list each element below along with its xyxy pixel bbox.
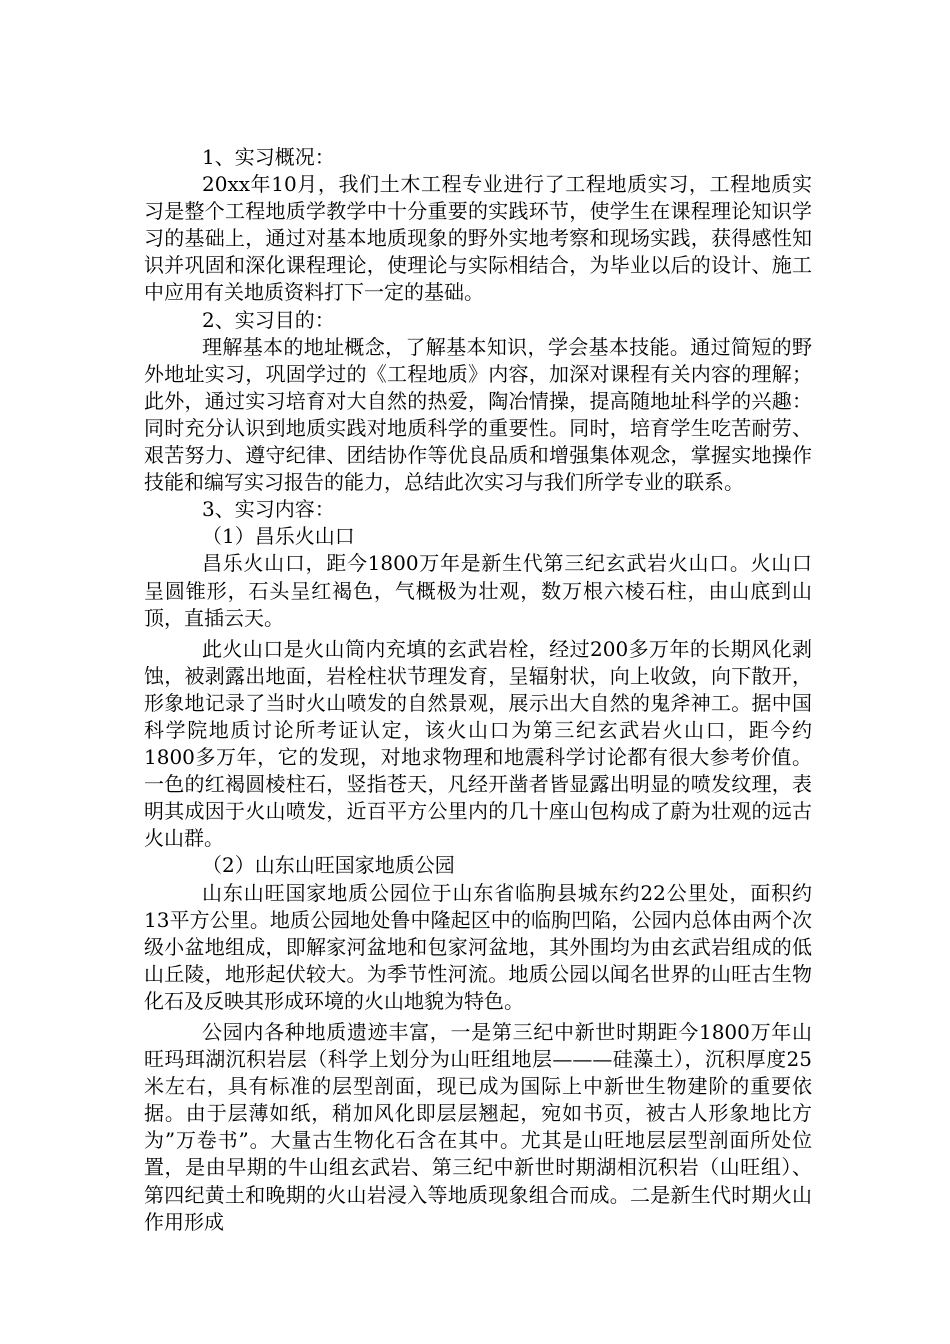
section-heading-overview: 1、实习概况：	[202, 145, 335, 169]
paragraph-shanwang-detail: 公园内各种地质遗迹丰富，一是第三纪中新世时期距今1800万年山旺玛珥湖沉积岩层（科学上划分为山旺组地层———硅藻土），沉积厚度25米左右，具有标准的层型剖面，现已成为国际上中新世生物建阶的重要依据。由于层薄如纸，稍加风化即层层翘起，宛如书页，被古人形象地比方为”万卷书”。大量古生物化石含在其中。尤其是山旺地层层型剖面所处位置，是由早期的牛山组玄武岩、第三纪中新世时期湖相沉积岩（山旺组）、第四纪黄土和晚期的火山岩浸入等地质现象组合而成。二是新生代时期火山作用形成	[144, 1020, 812, 1234]
paragraph-changle-detail: 此火山口是火山筒内充填的玄武岩栓，经过200多万年的长期风化剥蚀，被剥露出地面，岩栓柱状节理发育，呈辐射状，向上收敛，向下散开，形象地记录了当时火山喷发的自然景观，展示出大自然的鬼斧神工。据中国科学院地质讨论所考证认定，该火山口为第三纪玄武岩火山口，距今约1800多万年，它的发现，对地求物理和地震科学讨论都有很大参考价值。一色的红褐圆棱柱石，竖指苍天，凡经开凿者皆显露出明显的喷发纹理，表明其成因于火山喷发，近百平方公里内的几十座山包构成了蔚为壮观的远古火山群。	[144, 636, 812, 851]
section-heading-purpose: 2、实习目的：	[202, 307, 335, 332]
paragraph-purpose: 理解基本的地址概念，了解基本知识，学会基本技能。通过简短的野外地址实习，巩固学过的《工程地质》内容，加深对课程有关内容的理解；此外，通过实习培育对大自然的热爱，陶冶情操，提高随地址科学的兴趣：同时充分认识到地质实践对地质科学的重要性。同时，培育学生吃苦耐劳、艰苦努力、遵守纪律、团结协作等优良品质和增强集体观念，掌握实地操作技能和编写实习报告的能力，总结此次实习与我们所学专业的联系。	[144, 334, 812, 495]
paragraph-shanwang-intro: 山东山旺国家地质公园位于山东省临朐县城东约22公里处，面积约13平方公里。地质公园地处鲁中隆起区中的临朐凹陷，公园内总体由两个次级小盆地组成，即解家河盆地和包家河盆地，其外围均为由玄武岩组成的低山丘陵，地形起伏较大。为季节性河流。地质公园以闻名世界的山旺古生物化石及反映其形成环境的火山地貌为特色。	[144, 880, 812, 1013]
paragraph-overview: 20xx年10月，我们土木工程专业进行了工程地质实习，工程地质实习是整个工程地质学教学中十分重要的实践环节，使学生在课程理论知识学习的基础上，通过对基本地质现象的野外实地考察和现场实践，获得感性知识并巩固和深化课程理论，使理论与实际相结合，为毕业以后的设计、施工中应用有关地质资料打下一定的基础。	[144, 172, 812, 305]
subheading-changle-crater: （1）昌乐火山口	[202, 524, 355, 549]
paragraph-changle-intro: 昌乐火山口，距今1800万年是新生代第三纪玄武岩火山口。火山口呈圆锥形，石头呈红褐色，气概极为壮观，数万根六棱石柱，由山底到山顶，直插云天。	[144, 551, 812, 630]
subheading-shanwang-park: （2）山东山旺国家地质公园	[202, 853, 455, 878]
section-heading-content: 3、实习内容：	[202, 497, 335, 522]
document-body	[144, 144, 812, 1236]
